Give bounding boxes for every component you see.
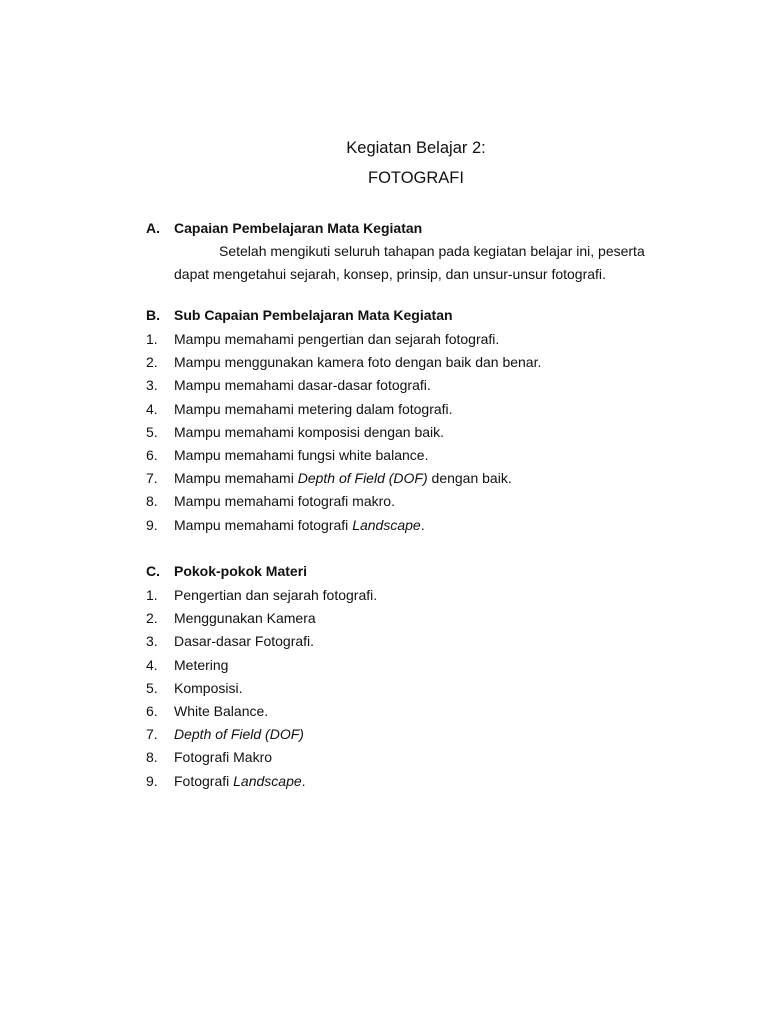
list-text: Mampu memahami pengertian dan sejarah fotografi. bbox=[174, 331, 500, 347]
list-item bbox=[146, 398, 686, 421]
section-letter: C. bbox=[146, 563, 160, 579]
list-item bbox=[146, 677, 686, 700]
list-text: Pengertian dan sejarah fotografi. bbox=[174, 587, 378, 603]
list-number: 5. bbox=[146, 679, 158, 696]
list-number: 2. bbox=[146, 610, 158, 627]
section-letter: A. bbox=[146, 220, 160, 236]
list-text: Mampu menggunakan kamera foto dengan baik dan benar. bbox=[174, 354, 542, 371]
list-item bbox=[146, 630, 686, 653]
list-number: 9. bbox=[146, 516, 158, 533]
paragraph-line-text: Setelah mengikuti seluruh tahapan pada kegiatan belajar ini, peserta bbox=[219, 243, 645, 259]
list-item bbox=[146, 421, 686, 444]
section-letter: B. bbox=[146, 307, 160, 323]
list-item bbox=[146, 723, 686, 746]
list-item bbox=[146, 444, 686, 467]
section-b-list bbox=[146, 328, 686, 537]
list-text: Fotografi Makro bbox=[174, 749, 273, 766]
list-item bbox=[146, 700, 686, 723]
section-a bbox=[146, 219, 686, 286]
page-title: Kegiatan Belajar 2: bbox=[346, 139, 486, 157]
paragraph-line bbox=[174, 240, 686, 263]
list-number: 5. bbox=[146, 423, 158, 440]
list-number: 7. bbox=[146, 726, 158, 743]
list-number: 7. bbox=[146, 470, 158, 487]
list-item bbox=[146, 746, 686, 769]
list-item bbox=[146, 467, 686, 490]
list-item bbox=[146, 328, 686, 351]
list-item bbox=[146, 607, 686, 630]
list-text: Dasar-dasar Fotografi. bbox=[174, 633, 315, 650]
list-item bbox=[146, 490, 686, 513]
list-number: 6. bbox=[146, 446, 158, 463]
list-number: 2. bbox=[146, 354, 158, 371]
list-text: Fotografi Landscape. bbox=[174, 772, 306, 789]
list-item bbox=[146, 770, 686, 793]
list-text: Depth of Field (DOF) bbox=[174, 726, 304, 743]
paragraph-line: dapat mengetahui sejarah, konsep, prinsip, dan unsur-unsur fotografi. bbox=[174, 266, 606, 282]
section-a-paragraph bbox=[174, 240, 686, 286]
list-item bbox=[146, 374, 686, 397]
list-text: Menggunakan Kamera bbox=[174, 610, 316, 627]
list-number: 8. bbox=[146, 749, 158, 766]
list-item bbox=[146, 584, 686, 607]
section-title: Sub Capaian Pembelajaran Mata Kegiatan bbox=[174, 307, 453, 323]
list-number: 8. bbox=[146, 493, 158, 510]
section-c-heading bbox=[146, 562, 686, 580]
list-number: 3. bbox=[146, 633, 158, 650]
section-c bbox=[146, 562, 686, 793]
list-number: 6. bbox=[146, 702, 158, 719]
list-item bbox=[146, 514, 686, 537]
list-text: Komposisi. bbox=[174, 679, 243, 696]
list-number: 4. bbox=[146, 400, 158, 417]
list-text: Mampu memahami dasar-dasar fotografi. bbox=[174, 377, 431, 394]
list-text: Mampu memahami Depth of Field (DOF) dengan baik. bbox=[174, 470, 512, 487]
list-item bbox=[146, 654, 686, 677]
page-subtitle: FOTOGRAFI bbox=[368, 169, 464, 187]
list-text: Mampu memahami komposisi dengan baik. bbox=[174, 423, 445, 440]
section-title: Pokok-pokok Materi bbox=[174, 563, 308, 579]
list-text: Mampu memahami fungsi white balance. bbox=[174, 446, 429, 463]
list-text: Mampu memahami metering dalam fotografi. bbox=[174, 400, 453, 417]
list-number: 1. bbox=[146, 331, 158, 347]
list-text: Mampu memahami fotografi makro. bbox=[174, 493, 395, 510]
section-c-list bbox=[146, 584, 686, 793]
list-text: Metering bbox=[174, 656, 229, 673]
list-item bbox=[146, 351, 686, 374]
list-number: 1. bbox=[146, 587, 158, 603]
list-number: 4. bbox=[146, 656, 158, 673]
section-a-heading bbox=[146, 219, 686, 237]
list-number: 9. bbox=[146, 772, 158, 789]
section-b-heading bbox=[146, 306, 686, 324]
list-text: White Balance. bbox=[174, 702, 269, 719]
list-text: Mampu memahami fotografi Landscape. bbox=[174, 516, 425, 533]
section-b bbox=[146, 306, 686, 537]
list-number: 3. bbox=[146, 377, 158, 394]
section-title: Capaian Pembelajaran Mata Kegiatan bbox=[174, 220, 423, 236]
